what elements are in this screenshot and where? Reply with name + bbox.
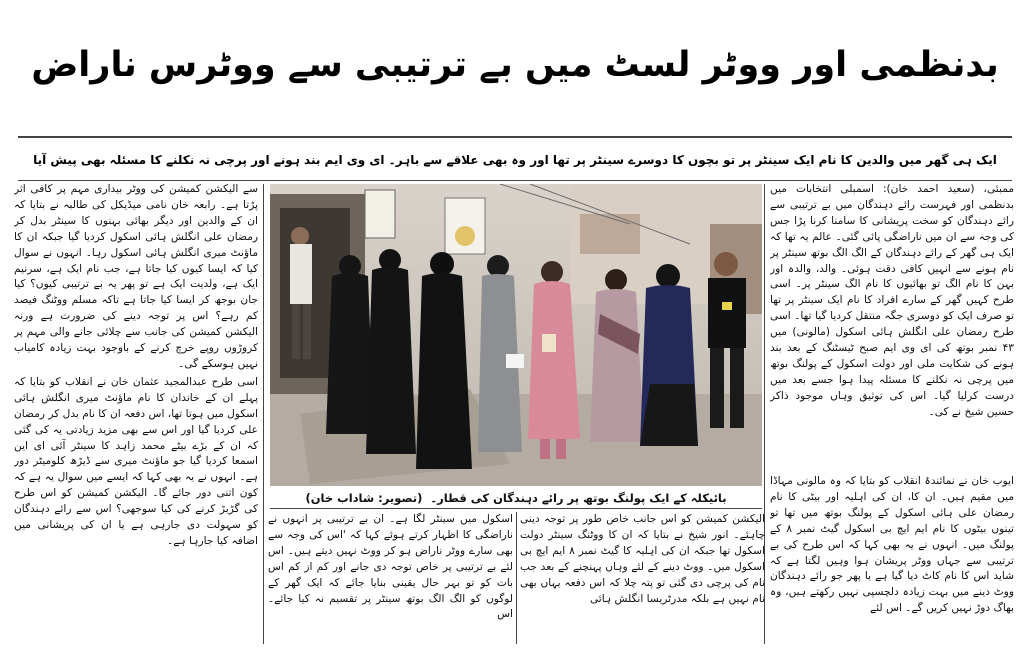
article-column-1-continued	[770, 474, 1014, 644]
news-photo	[270, 184, 762, 486]
article-paragraph: سے الیکشن کمیشن کی ووٹر بیداری مہم پر کافی اثر پڑتا ہے۔ رابعہ خان نامی میڈیکل کی طالبہ نے بتایا کہ ان کے والدین اور دیگر بھائی بہنوں کا سینٹر بدل کر رمضان علی انگلش ہائی اسکول کردیا گیا جبکہ ان کا ماؤنٹ میری انگلش ہائی اسکول رہا۔ انہوں نے سوال کیا کہ ایسا کیوں کیا جاتا ہے، جب نام ایک ہے، سرنیم ایک ہے، ولدیت ایک ہے تو پھر یہ بے ترتیبی کیوں؟ کیا جان بوجھ کر ایسا کیا جاتا ہے تاکہ مسلم ووٹنگ فیصد کم رہے؟ اس پر توجہ دینے کی ضرورت ہے ورنہ الیکشن کمیشن کی جانب سے چلائی جانے والی مہم پر کروڑوں روپے خرچ کرنے کے باوجود بہت زیادہ کامیاب نہیں ہوسکے گی۔	[14, 183, 258, 370]
article-paragraph: ممبئی، (سعید احمد خان): اسمبلی انتخابات میں بدنظمی اور فہرست رائے دہندگان میں بے ترتیبی سے رائے دہندگان کو سخت پریشانی کا سامنا کرنا پڑا جس کی وجہ سے ان میں ناراضگی پائی گئی۔ عالم یہ تھا کہ ایک ہی گھر کے رائے دہندگان کے الگ الگ بوتھ سینٹر پر نام ہونے سے انہیں کافی دقت ہوئی۔ والد، والدہ اور بہن کا نام الگ تو بھائیوں کا نام الگ سینٹر پر۔ اسی طرح کہیں گھر کے سارے افراد کا نام ایک سینٹر پر تھا تو صرف ایک کو دوسری جگہ منتقل کردیا گیا تھا۔ اسی طرح رمضان علی انگلش ہائی اسکول (مالونی) میں ۴۳ نمبر بوتھ کی ای وی ایم صبح ٹیسٹنگ کے بعد بند ہونے کی شکایت ملی اور دولت اسکول کے پولنگ بوتھ میں پرچی نہ نکلنے کا مسئلہ پیدا ہوا جسے بعد میں درست کرلیا گیا۔ اس کی توثیق وہاں موجود ذاکر حسین شیخ نے کی۔	[770, 183, 1014, 418]
column-rule	[263, 184, 264, 644]
article-column-1	[770, 182, 1014, 474]
caption-text: بائیکلہ کے ایک پولنگ بوتھ پر رائے دہندگان کی قطار۔	[430, 491, 727, 505]
rule-under-subheadline	[18, 180, 1012, 181]
rule-under-headline	[18, 136, 1012, 138]
subheadline: ایک ہی گھر میں والدین کا نام ایک سینٹر پر تو بچوں کا دوسرے سینٹر پر تھا اور وہ بھی علاقے سے باہر۔ ای وی ایم بند ہونے اور پرچی نہ نکلنے کا مسئلہ بھی پیش آیا	[33, 153, 997, 167]
column-rule	[516, 512, 517, 644]
article-paragraph: الیکشن کمیشن کو اس جانب خاص طور پر توجہ دینی چاہئے۔ انور شیخ نے بتایا کہ ان کا ووٹنگ سینٹر دولت اسکول تھا جبکہ ان کی اہلیہ کا گیٹ نمبر ۸ ایم ایچ بی اسکول میں۔ ووٹ دینے کے لئے وہاں پہنچنے کے بعد جب نام کی پرچی دی گئی تو پتہ چلا کہ اس دفعہ یہاں بھی نام نہیں ہے بلکہ مدرٹریسا انگلش ہائی	[520, 513, 765, 605]
article-paragraph: اسی طرح عبدالمجید عثمان خان نے انقلاب کو بتایا کہ پہلے ان کے خاندان کا نام ماؤنٹ میری انگلش ہائی اسکول میں ہوتا تھا، اس دفعہ ان کا نام بدل کر رمضان علی کردیا گیا اور اس سے بھی مزید زیادتی یہ کی گئی کہ ان کے بڑے بیٹے محمد زاہد کا سینٹر آئی ای این اسمعا کردیا گیا جو ماؤنٹ میری سے ڈیڑھ کلومیٹر دور ہے۔ انہوں نے یہ بھی کہا کہ ایسے میں سوال یہ ہے کہ کون اتنی دور جائے گا۔ الیکشن کمیشن کو اس طرح کی گڑبڑ کرنے کی کیا سوجھی؟ اس سے رائے دہندگان کو سہولت دی جارہی ہے یا ان کی پریشانی میں اضافہ کیا جارہا ہے۔	[14, 375, 258, 547]
article-column-2	[520, 512, 765, 644]
article-paragraph: ایوب خان نے نمائندۂ انقلاب کو بتایا کہ وہ مالونی مہاڈا میں مقیم ہیں۔ ان کا، ان کی اہلیہ اور بیٹی کا نام رمضان علی ہائی اسکول کے پولنگ بوتھ میں تھا تو تینوں بیٹوں کا نام ایم ایچ بی اسکول گیٹ نمبر ۸ کے پولنگ میں۔ انہوں نے یہ بھی کہا کہ اس طرح کی بے ترتیبی سے جہاں ووٹر پریشان ہوا وہیں لگتا ہے کہ شاید اس کا نام کاٹ دیا گیا ہے یا پھر جو رائے دہندگان ووٹ دینے میں بہت زیادہ دلچسپی نہیں رکھتے ہیں، وہ بھاگ دوڑ نہیں کریں گے۔ اس لئے	[770, 475, 1014, 615]
photo-credit: (تصویر: شاداب خان)	[305, 491, 423, 505]
rule-under-caption	[270, 508, 762, 509]
photo-caption	[270, 488, 762, 508]
article-column-4	[14, 182, 258, 644]
voters-queue-photo	[270, 184, 762, 486]
headline: بدنظمی اور ووٹر لسٹ میں بے ترتیبی سے ووٹرس ناراض	[31, 44, 999, 85]
article-paragraph: اسکول میں سینٹر لگا ہے۔ ان بے ترتیبی پر انہوں نے ناراضگی کا اظہار کرتے ہوئے کہا کہ 'اس کی وجہ سے بھی سارے ووٹر ناراض ہو کر ووٹ نہیں دیتے ہیں۔ اس لئے بے ترتیبی پر خاص توجہ دی جانے اور کم از کم اس بات کو تو بہر حال یقینی بنایا جائے کہ ایک گھر کے لوگوں کو الگ الگ بوتھ سینٹر پر تقسیم نہ کیا جائے۔ اس	[268, 513, 513, 621]
article-column-3	[268, 512, 513, 644]
